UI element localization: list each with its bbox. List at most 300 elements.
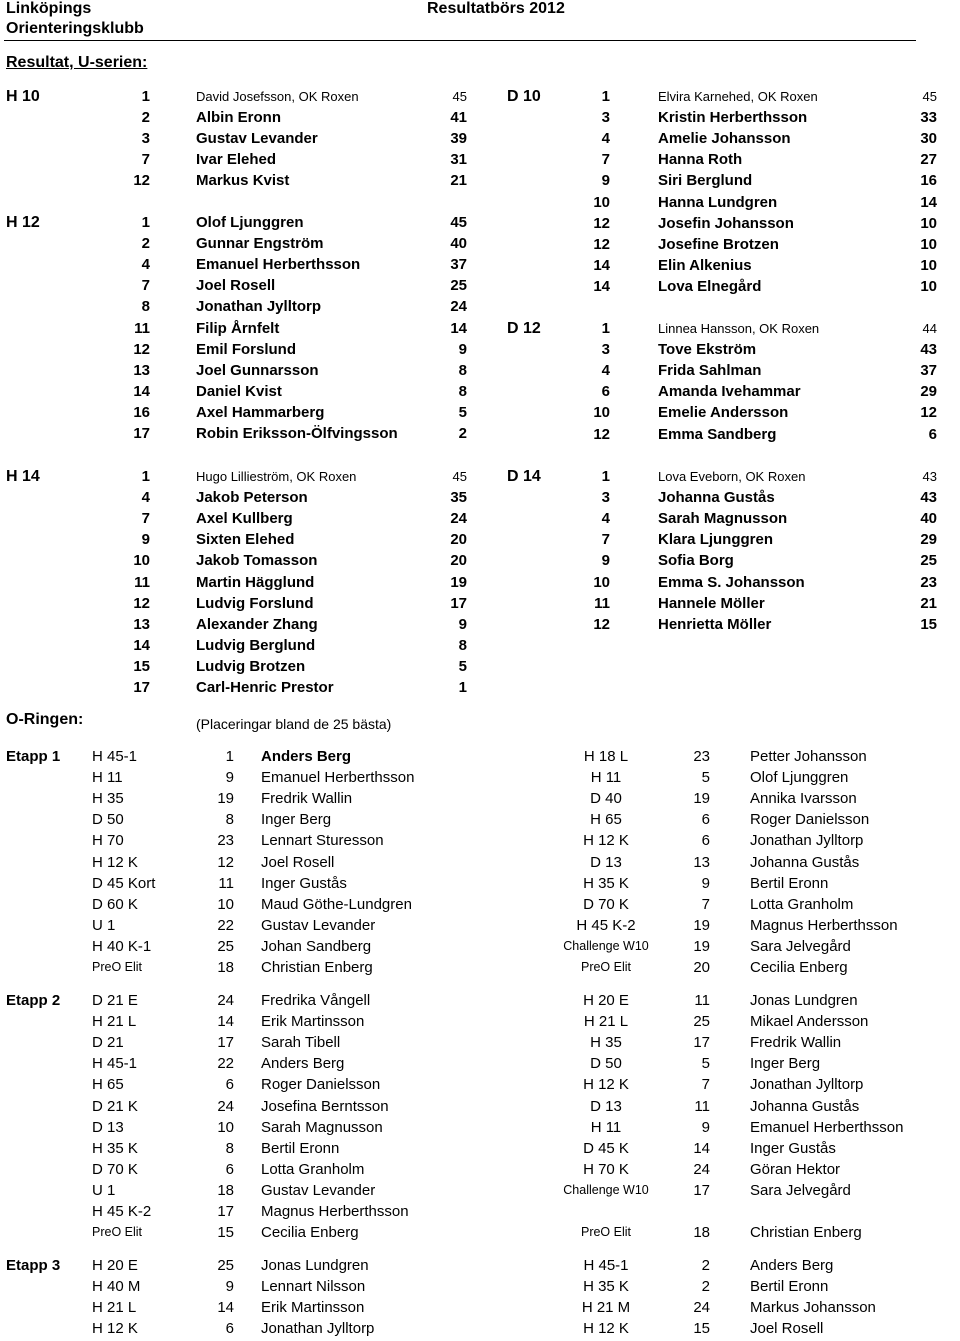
runner-name: Elin Alkenius [658,256,752,274]
left-name: Anders Berg [261,1055,345,1073]
runner-name: Hanna Lundgren [658,193,778,211]
runner-name: David Josefsson, OK Roxen [196,89,359,104]
left-place: 24 [217,992,234,1009]
left-place: 12 [217,853,234,871]
runner-name: Emma S. Johansson [658,573,805,591]
oringen-row [0,1222,960,1243]
result-row [0,360,960,381]
result-row [0,149,960,170]
points: 8 [458,636,467,654]
place: 4 [601,510,610,528]
place: 14 [133,382,150,400]
points: 5 [458,403,467,421]
oringen-row [0,1138,960,1159]
right-name: Göran Hektor [750,1160,841,1178]
left-name: Lotta Granholm [261,1160,365,1178]
runner-name: Sarah Magnusson [658,510,788,528]
useries-heading: Resultat, U-serien: [6,54,148,71]
oringen-row [0,1318,960,1339]
runner-name: Robin Eriksson-Ölfvingsson [196,425,398,442]
place: 9 [601,172,610,190]
points: 21 [920,594,937,612]
left-class: D 70 K [92,1160,138,1178]
right-name: Inger Gustås [750,1139,836,1157]
runner-name: Josefine Brotzen [658,235,779,253]
result-row [0,254,960,275]
points: 24 [450,510,467,528]
oringen-row [0,873,960,894]
result-row [0,593,960,614]
runner-name: Emma Sandberg [658,425,777,443]
runner-name: Josefin Johansson [658,214,794,232]
left-name: Cecilia Enberg [261,1224,359,1242]
left-place: 23 [217,832,234,850]
runner-name: Siri Berglund [658,172,753,190]
runner-name: Linnea Hansson, OK Roxen [658,321,820,336]
place: 1 [601,88,610,105]
etapp-label: Etapp 1 [6,748,61,765]
left-place: 6 [225,1160,234,1178]
right-class: PreO Elit [580,1225,631,1240]
runner-name: Ludvig Berglund [196,636,316,654]
result-row [0,381,960,402]
points: 17 [450,594,467,612]
oringen-row [0,936,960,957]
left-name: Sarah Tibell [261,1034,341,1052]
points: 23 [920,573,937,591]
right-class: H 35 [590,1034,622,1052]
left-name: Josefina Berntsson [261,1097,389,1115]
right-class: H 21 M [581,1299,631,1317]
place: 1 [141,88,150,105]
result-row [0,339,960,360]
runner-name: Frida Sahlman [658,362,762,380]
left-name: Lennart Sturesson [261,832,384,850]
right-class: H 35 K [583,874,629,892]
right-place: 2 [701,1257,710,1274]
points: 45 [452,469,467,484]
right-class: H 12 K [583,1320,629,1338]
points: 44 [922,321,937,336]
runner-name: Gunnar Engström [196,235,324,253]
oringen-heading: O-Ringen: [6,711,84,728]
class-label: H 12 [6,214,40,231]
right-place: 19 [693,916,710,934]
place: 1 [601,468,610,485]
runner-name: Jakob Tomasson [196,552,318,570]
left-place: 6 [225,1076,234,1094]
right-place: 23 [693,748,710,765]
left-name: Lennart Nilsson [261,1278,366,1296]
left-place: 17 [217,1203,234,1220]
place: 13 [133,615,150,633]
left-class: U 1 [92,916,116,934]
place: 14 [133,636,150,654]
left-name: Inger Berg [261,811,332,829]
right-place: 19 [693,790,710,808]
left-name: Joel Rosell [261,853,335,871]
left-place: 8 [225,811,234,829]
left-name: Maud Göthe-Lundgren [261,895,412,913]
oringen-row [0,1276,960,1297]
place: 15 [133,657,150,675]
left-class: D 50 [92,811,124,829]
right-place: 13 [693,853,710,871]
oringen-row [0,1201,960,1222]
left-place: 8 [225,1139,234,1157]
left-place: 14 [217,1299,234,1317]
right-name: Jonas Lundgren [750,992,858,1009]
place: 13 [133,361,150,379]
points: 2 [458,425,467,442]
runner-name: Gustav Levander [196,130,318,148]
left-place: 25 [217,937,234,955]
points: 9 [458,340,467,358]
oringen-row [0,1032,960,1053]
left-name: Erik Martinsson [261,1013,365,1031]
right-name: Lotta Granholm [750,895,854,913]
place: 3 [601,489,610,507]
result-row [0,402,960,423]
left-class: D 60 K [92,895,138,913]
place: 2 [141,235,150,253]
right-place: 17 [693,1034,710,1052]
right-class: H 45 K-2 [576,916,636,934]
left-place: 15 [217,1224,234,1242]
result-row [0,318,960,339]
place: 10 [593,404,610,422]
place: 11 [134,319,150,337]
right-place: 9 [701,1118,710,1136]
runner-name: Ludvig Brotzen [196,657,306,675]
left-class: H 65 [92,1076,124,1094]
runner-name: Amelie Johansson [658,130,791,148]
left-name: Jonathan Jylltorp [261,1320,375,1338]
result-row [0,677,960,698]
runner-name: Klara Ljunggren [658,531,774,549]
left-name: Gustav Levander [261,916,376,934]
result-row [0,296,960,317]
runner-name: Emanuel Herberthsson [196,256,361,274]
left-class: H 70 [92,832,124,850]
place: 9 [601,552,610,570]
result-row [0,529,960,550]
right-name: Johanna Gustås [750,1097,860,1115]
right-name: Anders Berg [750,1257,834,1274]
place: 7 [141,151,150,169]
place: 8 [141,298,150,316]
oringen-row [0,767,960,788]
left-class: H 20 E [92,1257,138,1274]
place: 17 [133,425,150,442]
points: 35 [450,489,467,507]
runner-name: Emelie Andersson [658,404,789,422]
document-title: Resultatbörs 2012 [427,0,565,17]
oringen-row [0,957,960,978]
points: 10 [920,214,937,232]
points: 43 [922,469,937,484]
result-row [0,275,960,296]
runner-name: Kristin Herberthsson [658,109,808,127]
place: 3 [601,109,610,127]
place: 7 [601,531,610,549]
result-row [0,656,960,677]
place: 12 [593,214,610,232]
left-class: D 21 [92,1034,124,1052]
points: 40 [450,235,467,253]
left-place: 9 [225,1278,234,1296]
left-place: 19 [217,790,234,808]
left-class: D 21 E [92,992,138,1009]
right-place: 14 [693,1139,710,1157]
right-class: D 70 K [583,895,629,913]
left-name: Magnus Herberthsson [261,1203,409,1220]
place: 1 [141,468,150,485]
place: 12 [133,172,150,190]
result-row [0,212,960,233]
runner-name: Hannele Möller [658,594,765,612]
oringen-row [0,809,960,830]
right-place: 5 [701,1055,710,1073]
left-class: H 12 K [92,853,138,871]
left-name: Sarah Magnusson [261,1118,383,1136]
left-name: Roger Danielsson [261,1076,381,1094]
right-place: 6 [701,811,710,829]
left-place: 10 [217,1118,234,1136]
oringen-row [0,1053,960,1074]
left-class: H 21 L [92,1013,137,1031]
points: 14 [920,193,937,211]
runner-name: Ludvig Forslund [196,594,314,612]
right-place: 11 [694,992,710,1009]
right-place: 2 [701,1278,710,1296]
left-class: D 45 Kort [92,874,156,892]
right-class: D 45 K [583,1139,629,1157]
oringen-row [0,1117,960,1138]
points: 45 [450,214,467,231]
right-name: Bertil Eronn [750,1278,829,1296]
points: 20 [450,531,467,549]
points: 19 [450,573,467,591]
right-name: Sara Jelvegård [750,1181,851,1199]
place: 16 [133,403,150,421]
oringen-row [0,1074,960,1095]
place: 11 [134,573,150,591]
points: 33 [920,109,937,127]
left-class: H 35 K [92,1139,138,1157]
right-name: Emanuel Herberthsson [750,1118,904,1136]
left-class: PreO Elit [92,960,143,974]
left-class: H 21 L [92,1299,137,1317]
place: 17 [133,679,150,696]
place: 10 [133,552,150,570]
left-name: Johan Sandberg [261,937,372,955]
left-place: 18 [217,1181,234,1199]
left-class: H 45-1 [92,1055,138,1073]
points: 45 [452,89,467,104]
oringen-row [0,830,960,851]
place: 2 [141,109,150,127]
right-place: 20 [693,959,710,976]
oringen-row [0,894,960,915]
runner-name: Martin Hägglund [196,573,315,591]
class-label: D 14 [507,468,541,485]
etapp-label: Etapp 2 [6,992,61,1009]
points: 40 [920,510,937,528]
right-name: Jonathan Jylltorp [750,832,864,850]
points: 12 [920,404,937,422]
right-class: H 20 E [583,992,629,1009]
result-row [0,508,960,529]
right-name: Christian Enberg [750,1224,862,1242]
place: 4 [601,130,610,148]
oringen-row [0,746,960,767]
left-class: D 13 [92,1118,124,1136]
points: 5 [458,657,467,675]
runner-name: Albin Eronn [196,109,281,127]
oringen-row [0,788,960,809]
place: 12 [593,615,610,633]
left-name: Inger Gustås [261,874,347,892]
left-place: 9 [225,769,234,787]
points: 24 [450,298,467,316]
right-class: Challenge W10 [563,938,649,953]
left-name: Erik Martinsson [261,1299,365,1317]
left-place: 11 [218,874,234,892]
result-row [0,233,960,254]
left-name: Fredrik Wallin [261,790,353,808]
points: 9 [458,615,467,633]
left-place: 17 [217,1034,234,1052]
right-place: 24 [693,1160,710,1178]
right-class: D 13 [590,1097,622,1115]
points: 29 [920,531,937,549]
runner-name: Hanna Roth [658,151,743,169]
runner-name: Axel Hammarberg [196,403,325,421]
oringen-note: (Placeringar bland de 25 bästa) [196,716,392,732]
points: 8 [458,382,467,400]
place: 12 [593,235,610,253]
points: 21 [450,172,467,190]
runner-name: Henrietta Möller [658,615,772,633]
left-place: 22 [217,916,234,934]
oringen-row [0,1011,960,1032]
right-class: H 11 [590,1118,622,1136]
runner-name: Lova Eveborn, OK Roxen [658,469,806,484]
left-name: Emanuel Herberthsson [261,769,415,787]
right-name: Markus Johansson [750,1299,876,1317]
class-label: H 14 [6,468,40,485]
points: 43 [920,489,937,507]
runner-name: Alexander Zhang [196,615,318,633]
right-name: Johanna Gustås [750,853,860,871]
place: 12 [593,425,610,443]
runner-name: Axel Kullberg [196,510,293,528]
runner-name: Sofia Borg [658,552,734,570]
result-row [0,572,960,593]
runner-name: Daniel Kvist [196,382,282,400]
left-class: H 45-1 [92,748,138,765]
place: 1 [141,214,150,231]
etapp-label: Etapp 3 [6,1257,61,1274]
runner-name: Carl-Henric Prestor [196,679,334,696]
left-place: 24 [217,1097,234,1115]
runner-name: Tove Ekström [658,341,757,359]
place: 4 [141,256,150,274]
result-row [0,635,960,656]
right-name: Magnus Herberthsson [750,916,898,934]
left-place: 22 [217,1055,234,1073]
class-label: D 12 [507,320,541,337]
points: 37 [920,362,937,380]
runner-name: Jakob Peterson [196,489,308,507]
result-row [0,550,960,571]
points: 27 [920,151,937,169]
left-name: Bertil Eronn [261,1139,340,1157]
place: 12 [133,340,150,358]
place: 10 [593,193,610,211]
place: 3 [601,341,610,359]
points: 16 [920,172,937,190]
right-place: 6 [701,832,710,850]
right-name: Fredrik Wallin [750,1034,842,1052]
place: 1 [601,320,610,337]
runner-name: Filip Årnfelt [196,319,280,337]
left-place: 1 [225,748,234,765]
points: 43 [920,341,937,359]
place: 7 [601,151,610,169]
right-name: Cecilia Enberg [750,959,848,976]
left-name: Fredrika Vångell [261,992,371,1009]
runner-name: Emil Forslund [196,340,297,358]
place: 7 [141,277,150,295]
points: 31 [450,151,467,169]
left-place: 18 [217,959,234,976]
place: 4 [601,362,610,380]
runner-name: Lova Elnegård [658,277,762,295]
right-place: 18 [693,1224,710,1242]
runner-name: Olof Ljunggren [196,214,304,231]
left-place: 6 [225,1320,234,1338]
result-row [0,170,960,191]
right-class: H 35 K [583,1278,629,1296]
result-row [0,128,960,149]
right-place: 9 [701,874,710,892]
place: 4 [141,489,150,507]
place: 14 [593,277,610,295]
right-name: Roger Danielsson [750,811,870,829]
oringen-row [0,1096,960,1117]
left-class: U 1 [92,1181,116,1199]
points: 8 [458,361,467,379]
right-class: H 12 K [583,1076,629,1094]
left-class: H 35 [92,790,124,808]
points: 39 [450,130,467,148]
right-class: H 70 K [583,1160,629,1178]
right-class: H 65 [590,811,622,829]
runner-name: Joel Rosell [196,277,276,295]
club-name-line2: Orienteringsklubb [6,20,144,37]
points: 30 [920,130,937,148]
right-place: 7 [701,1076,710,1094]
right-class: PreO Elit [580,960,631,974]
runner-name: Joel Gunnarsson [196,361,319,379]
points: 1 [458,679,467,696]
left-name: Christian Enberg [261,959,373,976]
runner-name: Jonathan Jylltorp [196,298,322,316]
right-name: Bertil Eronn [750,874,829,892]
right-name: Joel Rosell [750,1320,824,1338]
